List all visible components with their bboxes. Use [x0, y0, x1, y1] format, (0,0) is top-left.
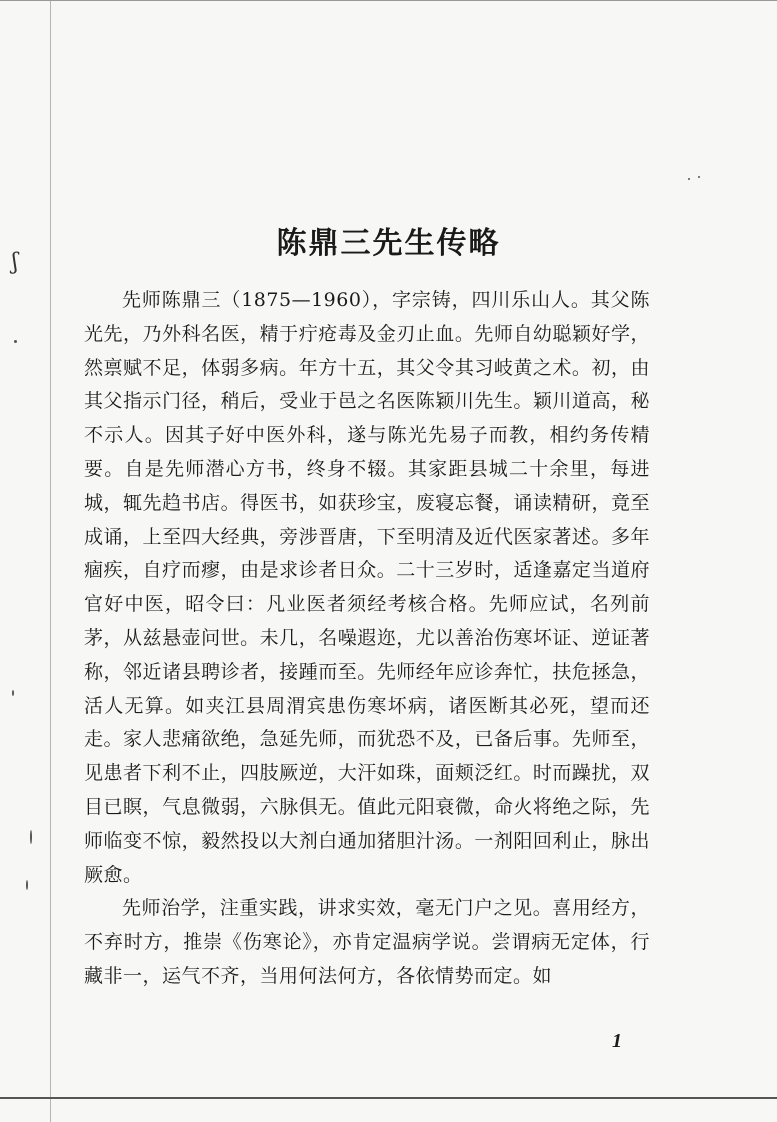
page-title: 陈鼎三先生传略	[276, 226, 501, 261]
scan-speck	[688, 178, 690, 180]
scan-speck	[26, 880, 28, 890]
article-body	[84, 284, 650, 994]
scan-speck	[12, 690, 14, 696]
bottom-edge-line	[0, 1097, 777, 1099]
top-edge-line	[0, 0, 777, 1]
paragraph: 先师陈鼎三（1875—1960），字宗铸，四川乐山人。其父陈光先，乃外科名医，精于疔疮毒及金刃止血。先师自幼聪颖好学，然禀赋不足，体弱多病。年方十五，其父令其习岐黄之术。初，由其父指示门径，稍后，受业于邑之名医陈颖川先生。颖川道高，秘不示人。因其子好中医外科，遂与陈光先易子而教，相约务传精要。自是先师潜心方书，终身不辍。其家距县城二十余里，每进城，辄先趋书店。得医书，如获珍宝，废寝忘餐，诵读精研，竟至成诵，上至四大经典，旁涉晋唐，下至明清及近代医家著述。多年痼疾，自疗而瘳，由是求诊者日众。二十三岁时，适逢嘉定当道府官好中医，昭令曰：凡业医者须经考核合格。先师应试，名列前茅，从兹悬壶问世。未几，名噪遐迩，尤以善治伤寒坏证、逆证著称，邻近诸县聘诊者，接踵而至。先师经年应诊奔忙，扶危拯急，活人无算。如夹江县周渭宾患伤寒坏病，诸医断其必死，望而还走。家人悲痛欲绝，急延先师，而犹恐不及，已备后事。先师至，见患者下利不止，四肢厥逆，大汗如珠，面颊泛红。时而躁扰，双目已瞑，气息微弱，六脉俱无。值此元阳衰微，命火将绝之际，先师临变不惊，毅然投以大剂白通加猪胆汁汤。一剂阳回利止，脉出厥愈。	[84, 289, 650, 886]
paragraph: 先师治学，注重实践，讲求实效，毫无门户之见。喜用经方，不弃时方，推崇《伤寒论》，亦肯定温病学说。尝谓病无定体，行藏非一，运气不齐，当用何法何方，各依情势而定。如	[84, 897, 650, 987]
binding-line	[50, 0, 51, 1122]
scan-speck	[698, 176, 700, 178]
scan-speck	[30, 830, 32, 844]
scan-speck	[14, 340, 17, 343]
margin-mark: ʃ	[12, 250, 18, 275]
page-number: 1	[612, 1030, 622, 1052]
